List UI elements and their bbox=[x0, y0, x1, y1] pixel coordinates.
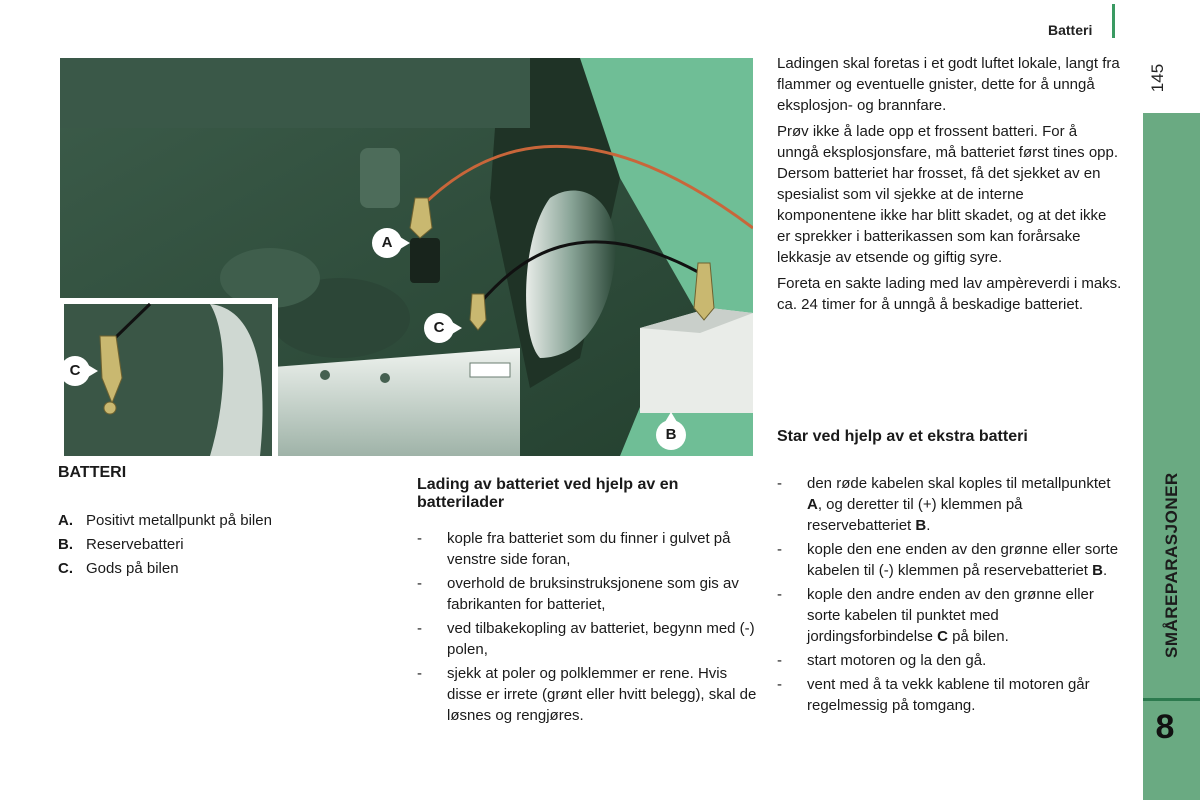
header-rule bbox=[1112, 4, 1115, 38]
legend-list bbox=[58, 509, 378, 581]
chapter-tab bbox=[1143, 113, 1200, 800]
callout-c-inset: C bbox=[60, 356, 90, 386]
label-plate bbox=[470, 363, 510, 377]
fuse-box bbox=[410, 238, 440, 283]
list-item: - overhold de bruksinstruksjonene som gis av fabrikanten for batteriet, bbox=[417, 573, 757, 615]
jump-start-heading: Star ved hjelp av et ekstra batteri bbox=[777, 428, 1028, 445]
charging-notes bbox=[777, 53, 1122, 320]
list-item: - kople fra batteriet som du finner i gulvet på venstre side foran, bbox=[417, 528, 757, 570]
list-item: - den røde kabelen skal koples til metallpunktet A, og deretter til (+) klemmen på reservebatteriet B. bbox=[777, 473, 1122, 536]
list-item: - start motoren og la den gå. bbox=[777, 650, 1122, 671]
chapter-tab-label: SMÅREPARASJONER bbox=[1162, 472, 1181, 658]
charger-heading: Lading av batteriet ved hjelp av en batterilader bbox=[417, 476, 679, 511]
list-item: - ved tilbakekopling av batteriet, begynn med (-) polen, bbox=[417, 618, 757, 660]
jump-start-steps bbox=[777, 473, 1122, 719]
legend-item: A. Positivt metallpunkt på bilen bbox=[58, 512, 272, 529]
chapter-number: 8 bbox=[1155, 708, 1175, 746]
upper-panel bbox=[60, 58, 530, 128]
legend-item: C. Gods på bilen bbox=[58, 560, 179, 577]
battery-illustration bbox=[60, 58, 753, 456]
list-item: - kople den andre enden av den grønne eller sorte kabelen til punktet med jordingsforbindelse C på bilen. bbox=[777, 584, 1122, 647]
detail-bolt bbox=[104, 402, 116, 414]
charger-steps bbox=[417, 528, 757, 729]
note-paragraph: Ladingen skal foretas i et godt luftet lokale, langt fra flammer og eventuelle gnister, dette for å unngå eksplosjon- og brannfare. bbox=[777, 55, 1120, 114]
page-number: 145 bbox=[1148, 63, 1167, 93]
chapter-tab-rule bbox=[1143, 698, 1200, 701]
list-item: - sjekk at poler og polklemmer er rene. Hvis disse er irrete (grønt eller hvitt belegg), skal de løsnes og rengjøres. bbox=[417, 663, 757, 726]
legend-item: B. Reservebatteri bbox=[58, 536, 184, 553]
section-title: Batteri bbox=[1048, 22, 1093, 38]
note-paragraph: Foreta en sakte lading med lav ampèreverdi i maks. ca. 24 timer for å unngå å beskadige batteriet. bbox=[777, 275, 1122, 313]
bracket bbox=[360, 148, 400, 208]
bolt bbox=[380, 373, 390, 383]
callout-a: A bbox=[372, 228, 402, 258]
list-item: - kople den ene enden av den grønne eller sorte kabelen til (-) klemmen på reservebatteriet B. bbox=[777, 539, 1122, 581]
list-item: - vent med å ta vekk kablene til motoren går regelmessig på tomgang. bbox=[777, 674, 1122, 716]
engine-bay-drawing bbox=[60, 58, 753, 456]
bolt bbox=[320, 370, 330, 380]
callout-b: B bbox=[656, 420, 686, 450]
note-paragraph: Prøv ikke å lade opp et frossent batteri. For å unngå eksplosjonsfare, må batteriet først tines opp. Dersom batteriet har frosset, få det sjekket av en spesialist som vil sjekke at de interne komponentene ikke har blitt skadet, og at det ikke er sprekker i batterikassen som kan forårsake lekkasje av etsende og giftig syre. bbox=[777, 123, 1119, 266]
callout-c: C bbox=[424, 313, 454, 343]
legend-title: BATTERI bbox=[58, 464, 127, 481]
clamp-b bbox=[694, 263, 714, 320]
